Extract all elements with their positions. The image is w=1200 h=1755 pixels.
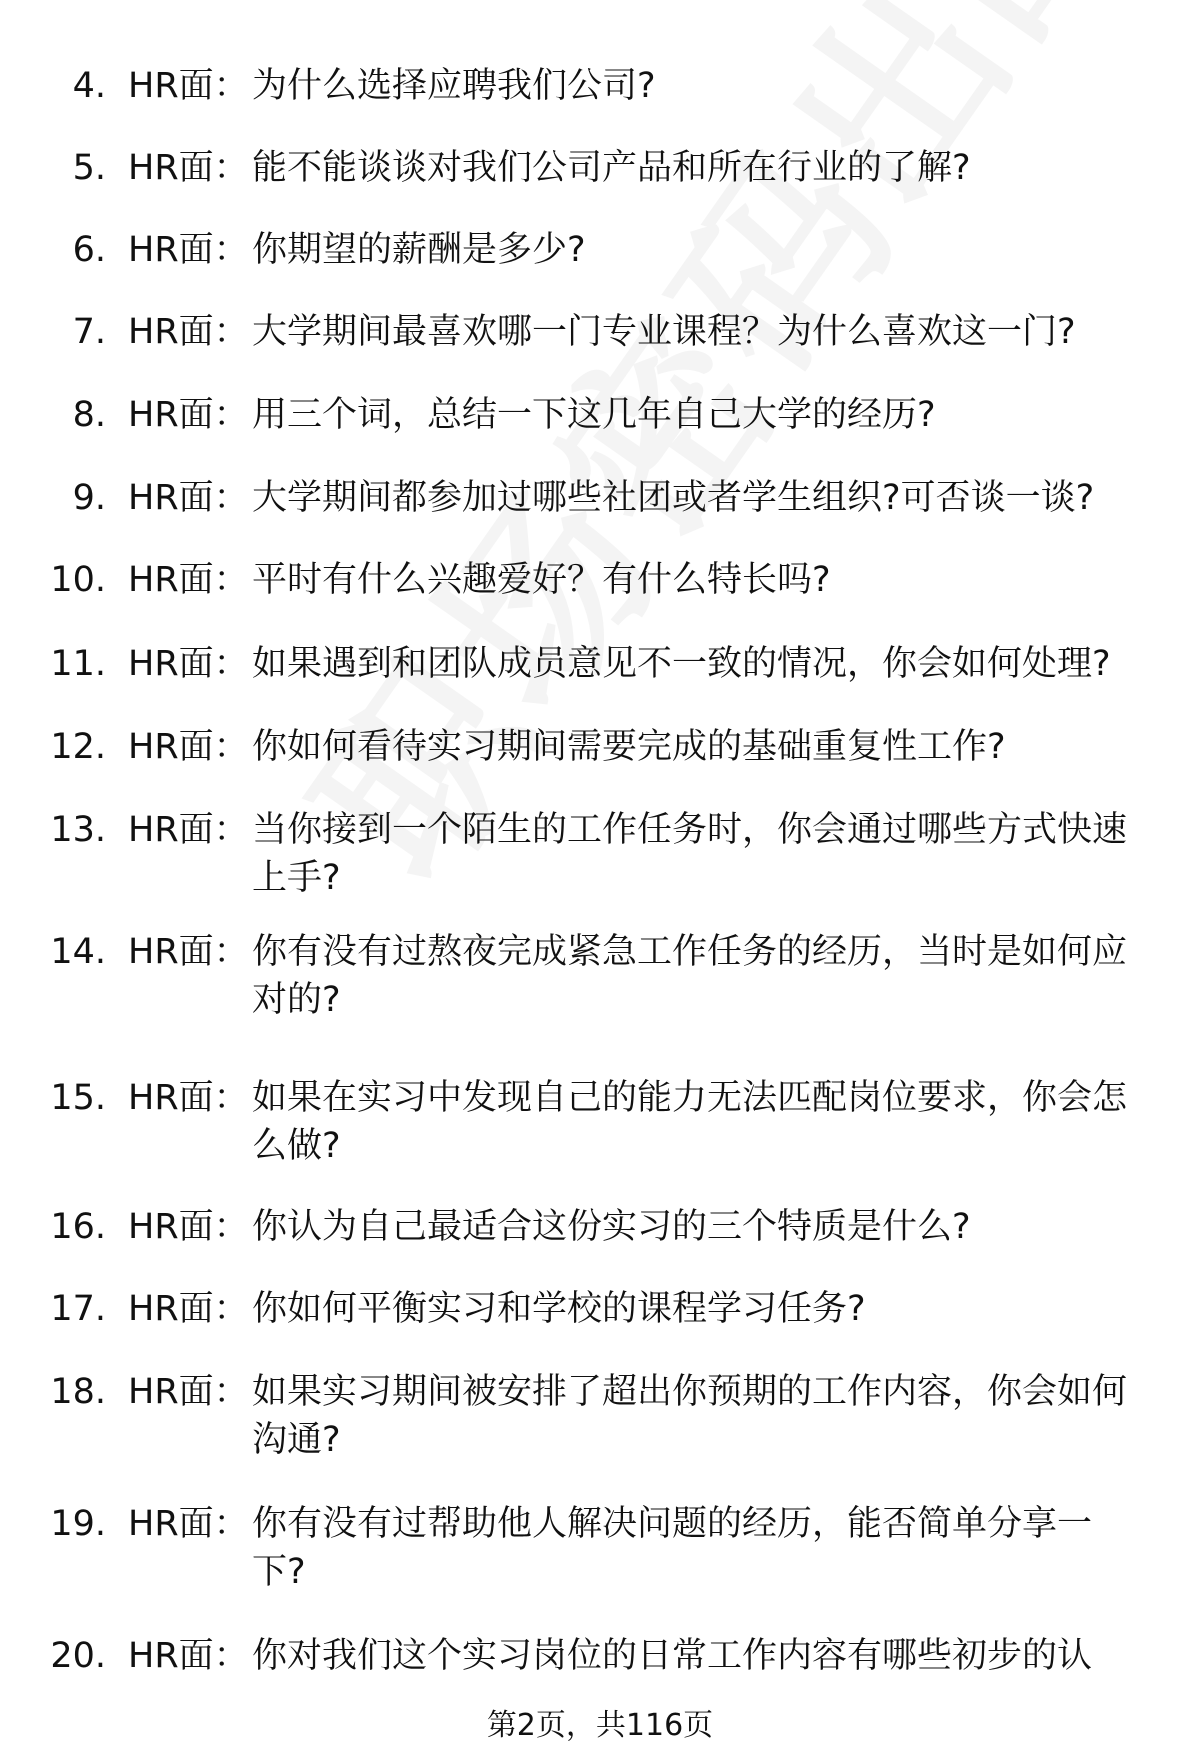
item-text-line: 如果在实习中发现自己的能力无法匹配岗位要求，你会怎 <box>252 1078 1128 1118</box>
item-text: 如果遇到和团队成员意见不一致的情况，你会如何处理? <box>252 644 1111 684</box>
item-text-line: 你有没有过帮助他人解决问题的经历，能否简单分享一 <box>252 1504 1093 1544</box>
item-number: 18. <box>50 1372 106 1412</box>
item-label: HR面： <box>128 1289 249 1329</box>
item-label: HR面： <box>128 727 249 767</box>
item-number: 4. <box>72 66 106 106</box>
item-label: HR面： <box>128 1372 249 1412</box>
item-text: 你如何看待实习期间需要完成的基础重复性工作? <box>252 727 1006 767</box>
item-text-line: 么做? <box>252 1126 341 1166</box>
item-number: 9. <box>72 478 106 518</box>
item-label: HR面： <box>128 644 249 684</box>
item-number: 15. <box>50 1078 106 1118</box>
item-number: 17. <box>50 1289 106 1329</box>
item-label: HR面： <box>128 312 249 352</box>
item-text: 你期望的薪酬是多少? <box>252 230 586 270</box>
item-text: 为什么选择应聘我们公司? <box>252 66 656 106</box>
item-number: 7. <box>72 312 106 352</box>
item-text: 平时有什么兴趣爱好？有什么特长吗? <box>252 560 831 600</box>
item-text-line: 你有没有过熬夜完成紧急工作任务的经历，当时是如何应 <box>252 932 1128 972</box>
item-number: 20. <box>50 1636 106 1676</box>
item-text: 你认为自己最适合这份实习的三个特质是什么? <box>252 1207 971 1247</box>
item-label: HR面： <box>128 395 249 435</box>
item-text-line: 当你接到一个陌生的工作任务时，你会通过哪些方式快速 <box>252 810 1128 850</box>
item-text <box>252 1074 1167 1170</box>
item-number: 16. <box>50 1207 106 1247</box>
item-text: 大学期间都参加过哪些社团或者学生组织?可否谈一谈? <box>252 478 1095 518</box>
item-number: 6. <box>72 230 106 270</box>
item-label: HR面： <box>128 932 249 972</box>
item-label: HR面： <box>128 148 249 188</box>
item-text <box>252 928 1167 1024</box>
item-text <box>252 806 1167 902</box>
item-label: HR面： <box>128 66 249 106</box>
item-number: 5. <box>72 148 106 188</box>
item-number: 19. <box>50 1504 106 1544</box>
item-label: HR面： <box>128 1207 249 1247</box>
item-text-line: 对的? <box>252 980 341 1020</box>
item-label: HR面： <box>128 230 249 270</box>
item-number: 8. <box>72 395 106 435</box>
item-text <box>252 1500 1167 1596</box>
item-label: HR面： <box>128 1636 249 1676</box>
watermark <box>240 0 1184 925</box>
item-text-line: 如果实习期间被安排了超出你预期的工作内容，你会如何 <box>252 1372 1128 1412</box>
item-text: 你对我们这个实习岗位的日常工作内容有哪些初步的认 <box>252 1636 1093 1676</box>
item-text: 你如何平衡实习和学校的课程学习任务? <box>252 1289 866 1329</box>
item-text-line: 上手? <box>252 858 341 898</box>
item-label: HR面： <box>128 1504 249 1544</box>
item-text: 大学期间最喜欢哪一门专业课程？为什么喜欢这一门? <box>252 312 1076 352</box>
item-number: 10. <box>50 560 106 600</box>
item-label: HR面： <box>128 560 249 600</box>
item-number: 12. <box>50 727 106 767</box>
page-footer: 第2页，共116页 <box>486 1708 714 1743</box>
item-number: 13. <box>50 810 106 850</box>
item-number: 14. <box>50 932 106 972</box>
item-number: 11. <box>50 644 106 684</box>
item-text-line: 沟通? <box>252 1420 341 1460</box>
item-text <box>252 1368 1167 1464</box>
item-text-line: 下? <box>252 1552 306 1592</box>
item-text: 用三个词，总结一下这几年自己大学的经历? <box>252 395 936 435</box>
item-label: HR面： <box>128 1078 249 1118</box>
item-text: 能不能谈谈对我们公司产品和所在行业的了解? <box>252 148 971 188</box>
item-label: HR面： <box>128 810 249 850</box>
item-label: HR面： <box>128 478 249 518</box>
